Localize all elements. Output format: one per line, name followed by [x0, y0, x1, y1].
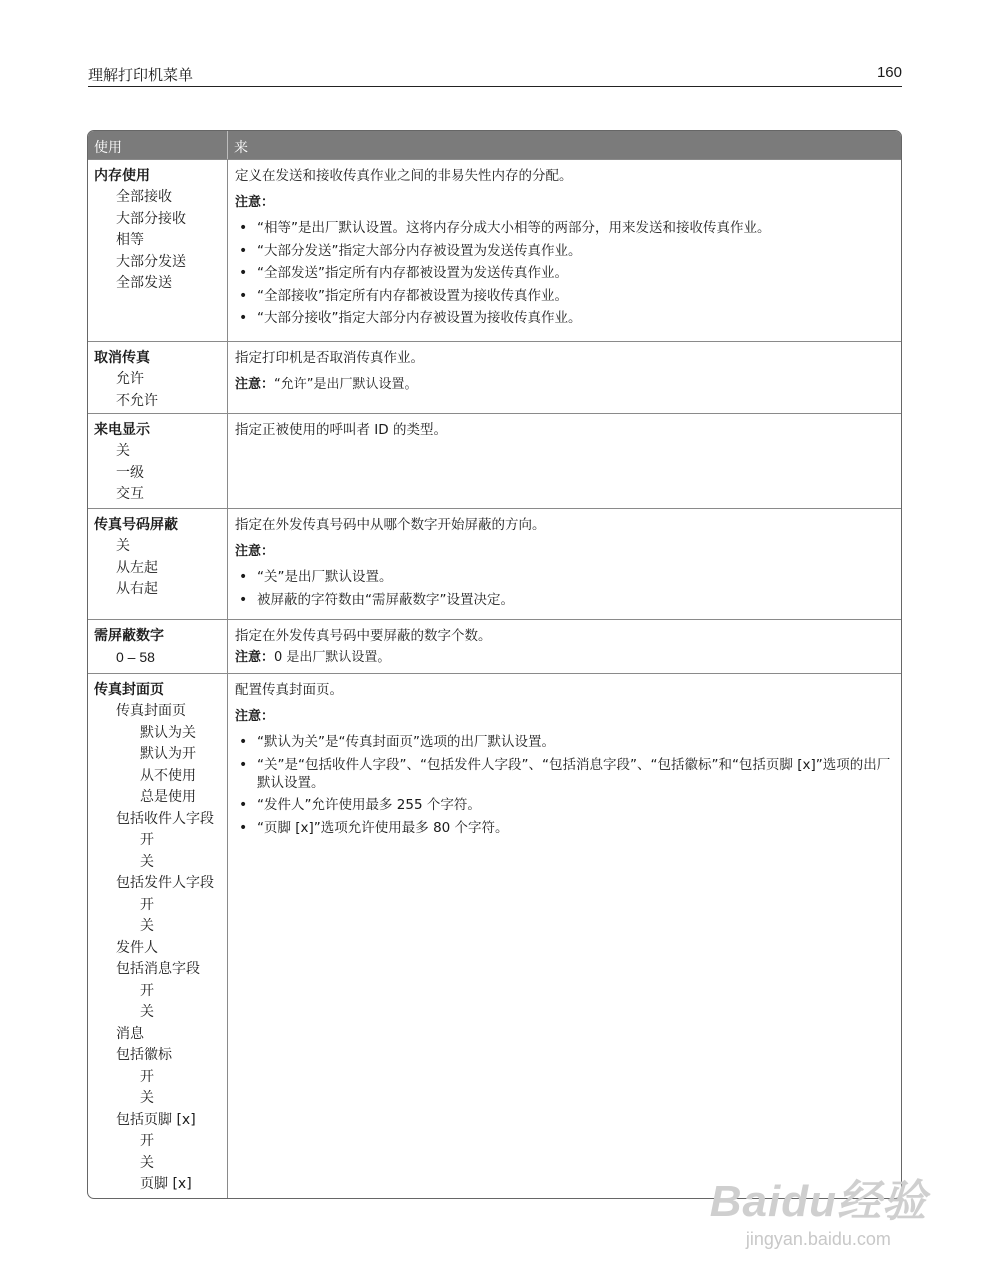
- description-text: 指定正被使用的呼叫者 ID 的类型。: [235, 422, 447, 438]
- list-item: • “关”是“包括收件人字段”、“包括发件人字段”、“包括消息字段”、“包括徽标”和“包括页脚 [x]”选项的出厂默认设置。: [235, 756, 893, 792]
- menu-suboption: 默认为开: [140, 746, 196, 762]
- menu-suboption: 默认为关: [140, 724, 196, 741]
- menu-suboption: 开: [140, 1133, 154, 1149]
- description-text: 指定打印机是否取消传真作业。: [235, 350, 424, 366]
- menu-suboption: 开: [140, 1068, 154, 1085]
- list-item: • “大部分发送”指定大部分内存被设置为发送传真作业。: [235, 242, 893, 260]
- menu-option: 0 – 58: [116, 649, 155, 665]
- menu-option: 交互: [116, 486, 144, 502]
- menu-cell: [88, 674, 228, 1198]
- menu-cell: [88, 414, 228, 508]
- note-list: [235, 219, 893, 327]
- menu-suboption: 从不使用: [140, 767, 196, 784]
- description-text: 配置传真封面页。: [235, 682, 343, 698]
- page-header: [88, 64, 902, 87]
- menu-item-name: 传真封面页: [94, 682, 164, 698]
- note-label: 注意：: [235, 195, 275, 210]
- note-label: 注意：: [235, 544, 275, 559]
- list-item: • “全部发送”指定所有内存都被设置为发送传真作业。: [235, 264, 893, 282]
- column-header-use: 使用: [88, 131, 228, 159]
- table-row: [88, 159, 901, 341]
- menu-option: 关: [116, 443, 130, 459]
- note-list: [235, 568, 893, 609]
- menu-option: 不允许: [116, 392, 158, 409]
- menu-cell: [88, 620, 228, 673]
- menu-suboption: 开: [140, 896, 154, 913]
- menu-item-name: 取消传真: [94, 350, 150, 366]
- menu-suboption: 开: [140, 982, 154, 999]
- menu-item-name: 需屏蔽数字: [94, 628, 164, 644]
- note-line: [235, 648, 893, 668]
- menu-suboption: 关: [140, 853, 154, 870]
- list-item: • “发件人”允许使用最多 255 个字符。: [235, 796, 893, 814]
- menu-suboption: 关: [140, 1154, 154, 1171]
- watermark-brand: Baidu经验: [709, 1177, 927, 1226]
- menu-option: 传真封面页: [116, 703, 186, 719]
- menu-option: 大部分接收: [116, 210, 186, 227]
- menu-option: 发件人: [116, 939, 158, 956]
- menu-option: 允许: [116, 371, 144, 387]
- column-header-to: 来: [234, 140, 248, 156]
- list-item: • “关”是出厂默认设置。: [235, 568, 893, 586]
- table-header-row: [88, 131, 901, 159]
- description-cell: [228, 342, 901, 413]
- note-label: 注意：: [235, 650, 275, 665]
- menu-option: 全部发送: [116, 275, 172, 291]
- table-row: [88, 413, 901, 508]
- note-text: 0 是出厂默认设置。: [274, 650, 391, 665]
- menu-suboption: 页脚 [x]: [140, 1176, 192, 1192]
- menu-cell: [88, 342, 228, 413]
- note-text: “允许”是出厂默认设置。: [274, 377, 418, 392]
- menu-option: 相等: [116, 232, 144, 248]
- menu-option: 大部分发送: [116, 253, 186, 270]
- list-item: • “大部分接收”指定大部分内存被设置为接收传真作业。: [235, 309, 893, 327]
- menu-item-name: 内存使用: [94, 168, 150, 184]
- table-row: [88, 619, 901, 673]
- menu-option: 关: [116, 538, 130, 554]
- page-title: 理解打印机菜单: [88, 66, 194, 84]
- note-line: [235, 375, 893, 395]
- list-item: • “相等”是出厂默认设置。这将内存分成大小相等的两部分，用来发送和接收传真作业。: [235, 219, 893, 237]
- menu-suboption: 关: [140, 1090, 154, 1106]
- description-cell: [228, 160, 901, 341]
- description-text: 定义在发送和接收传真作业之间的非易失性内存的分配。: [235, 168, 573, 184]
- menu-option: 全部接收: [116, 189, 172, 205]
- list-item: • “页脚 [x]”选项允许使用最多 80 个字符。: [235, 819, 893, 837]
- description-text: 指定在外发传真号码中要屏蔽的数字个数。: [235, 628, 492, 644]
- watermark: [710, 1165, 927, 1250]
- description-cell: [228, 414, 901, 508]
- table-row: [88, 673, 901, 1198]
- description-text: 指定在外发传真号码中从哪个数字开始屏蔽的方向。: [235, 517, 546, 533]
- menu-option: 包括收件人字段: [116, 810, 214, 827]
- menu-item-name: 传真号码屏蔽: [94, 517, 178, 533]
- note-list: [235, 733, 893, 837]
- list-item: • “默认为关”是“传真封面页”选项的出厂默认设置。: [235, 733, 893, 751]
- table-row: [88, 508, 901, 619]
- menu-suboption: 关: [140, 918, 154, 934]
- menu-option: 从左起: [116, 559, 158, 576]
- list-item: • “全部接收”指定所有内存都被设置为接收传真作业。: [235, 287, 893, 305]
- menu-option: 从右起: [116, 581, 158, 597]
- description-cell: [228, 674, 901, 1198]
- menu-cell: [88, 160, 228, 341]
- menu-cell: [88, 509, 228, 619]
- page-number: 160: [876, 64, 902, 81]
- menu-option: 包括发件人字段: [116, 875, 214, 891]
- menu-option: 消息: [116, 1025, 144, 1042]
- watermark-url: jingyan.baidu.com: [745, 1229, 891, 1249]
- menu-suboption: 总是使用: [140, 789, 196, 805]
- menu-option: 包括徽标: [116, 1047, 172, 1063]
- menu-option: 包括消息字段: [116, 961, 200, 977]
- note-label: 注意：: [235, 377, 275, 392]
- list-item: • 被屏蔽的字符数由“需屏蔽数字”设置决定。: [235, 591, 893, 609]
- menu-item-name: 来电显示: [94, 422, 150, 438]
- menu-option: 一级: [116, 464, 144, 481]
- menu-suboption: 开: [140, 832, 154, 848]
- menu-option: 包括页脚 [x]: [116, 1111, 196, 1128]
- menu-table: [87, 130, 902, 1199]
- table-row: [88, 341, 901, 413]
- description-cell: [228, 620, 901, 673]
- menu-suboption: 关: [140, 1004, 154, 1020]
- description-cell: [228, 509, 901, 619]
- note-label: 注意：: [235, 709, 275, 724]
